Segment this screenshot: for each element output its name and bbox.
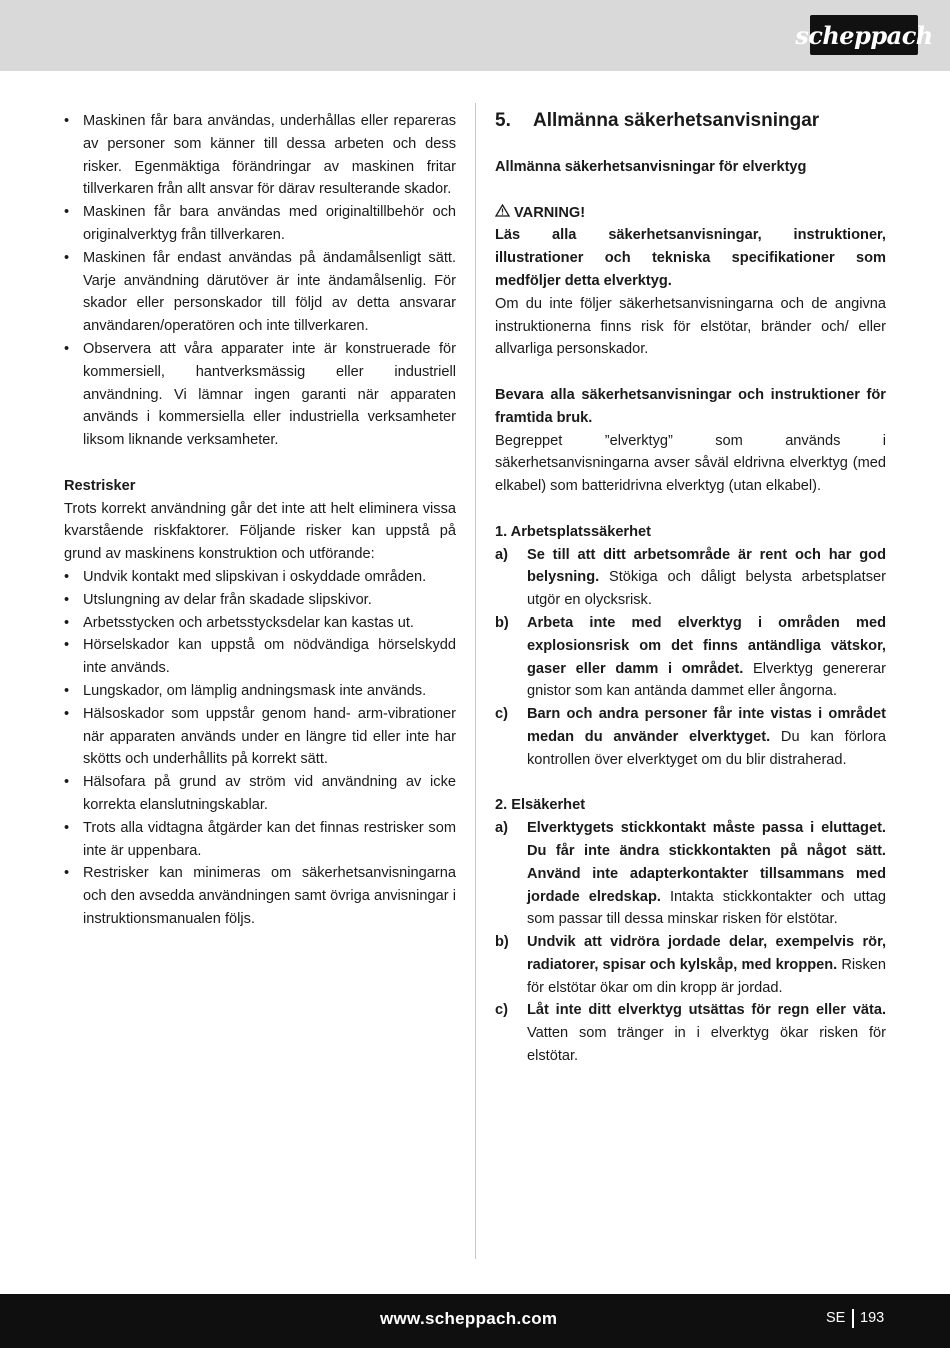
warning-label: VARNING! [514,204,586,221]
list-item: a) Elverktygets stickkontakt måste passa i eluttaget. Du får inte ändra stickkontakten på något sätt. Använd inte adapterkontakter tillsammans med jordade elredskap. Intakta stickkontakter och uttag som passar till dessa minskar risken för elstötar. [495,820,887,928]
column-divider [475,103,476,1259]
section-subtitle: Allmänna säkerhetsanvisningar för elverktyg [495,159,807,175]
website-link[interactable]: www.scheppach.com [380,1309,558,1328]
footer-separator [852,1309,854,1328]
list-item: • Arbetsstycken och arbetsstycksdelar kan kastas ut. [64,612,456,635]
usage-bullet-list [64,110,456,452]
list-item: • Observera att våra apparater inte är konstruerade för kommersiell, hantverksmässig eller industriell användning. Vi lämnar ingen garanti när apparaten används i kommersiella eller industriella verksamheter liksom liknande verksamheter. [64,338,456,452]
list-item: b) Undvik att vidröra jordade delar, exempelvis rör, radiatorer, spisar och kylskåp, med kroppen. Risken för elstötar ökar om din kropp är jordad. [495,934,886,996]
footer-bar [0,1294,950,1348]
page-number: 193 [860,1310,885,1326]
list-item: • Lungskador, om lämplig andningsmask inte används. [64,680,456,703]
list-item: b) Arbeta inte med elverktyg i områden med explosionsrisk om det finns antändliga vätskor, gaser eller damm i området. Elverktyg genererar gnistor som kan antända dammet eller ångorna. [495,614,886,700]
restrisker-intro: Trots korrekt användning går det inte att helt eliminera vissa kvarstående riskfaktorer. Följande risker kan uppstå på grund av maskinens konstruktion och utförande: [64,500,456,563]
keep-instructions-text: Begreppet ”elverktyg” som används i säkerhetsanvisningarna avser såväl eldrivna elverktyg (med elkabel) som batteridrivna elverktyg (utan elkabel). [495,432,886,495]
language-code: SE [826,1310,846,1326]
warning-triangle-icon [495,202,510,225]
list-item: • Hälsoskador som uppstår genom hand- arm-vibrationer när apparaten används under en längre tid eller inte har skötts och underhållits på korrekt sätt. [64,703,456,771]
list-item: • Utslungning av delar från skadade slipskivor. [64,589,456,612]
keep-instructions-bold: Bevara alla säkerhetsanvisningar och instruktioner för framtida bruk. [495,386,886,426]
workplace-safety-list [495,544,886,772]
restrisker-bullet-list [64,566,456,931]
left-column [64,110,456,931]
list-item: • Maskinen får endast användas på ändamålsenligt sätt. Varje användning därutöver är inte ändamålsenlig. För skador eller personskador till följd av detta ansvarar användaren/operatören och inte tillverkaren. [64,247,456,338]
list-item: c) Barn och andra personer får inte vistas i området medan du använder elverktyget. Du kan förlora kontrollen över elverktyget om du blir distraherad. [495,706,887,768]
section-number: 5. [495,110,511,131]
right-column [495,110,886,1068]
warning-bold-text: Läs alla säkerhetsanvisningar, instruktioner, illustrationer och tekniska specifikationer som medföljer detta elverktyg. [495,227,886,289]
scheppach-logo: scheppach [810,15,918,55]
list-item: • Maskinen får bara användas med originaltillbehör och originalverktyg från tillverkaren. [64,201,456,247]
warning-text: Om du inte följer säkerhetsanvisningarna och de angivna instruktionerna finns risk för elstötar, bränder och/ eller allvarliga personskador. [495,295,886,358]
workplace-safety-heading: 1. Arbetsplatssäkerhet [495,523,652,540]
list-item: • Undvik kontakt med slipskivan i oskyddade områden. [64,566,456,589]
list-item: a) Se till att ditt arbetsområde är rent och har god belysning. Stökiga och dåligt belysta arbetsplatser utgör en olycksrisk. [495,546,886,609]
electrical-safety-heading: 2. Elsäkerhet [495,797,586,814]
list-item: • Trots alla vidtagna åtgärder kan det finnas restrisker som inte är uppenbara. [64,817,456,863]
warning-heading [495,202,886,225]
list-item: • Hörselskador kan uppstå om nödvändiga hörselskydd inte används. [64,634,456,680]
list-item: c) Låt inte ditt elverktyg utsättas för regn eller väta. Vatten som tränger in i elverktyg ökar risken för elstötar. [495,1002,886,1065]
list-item: • Hälsofara på grund av ström vid användning av icke korrekta elanslutningskablar. [64,771,456,817]
list-item: • Restrisker kan minimeras om säkerhetsanvisningarna och den avsedda användningen samt övriga anvisningar i instruktionsmanualen följs. [64,862,456,930]
list-item: • Maskinen får bara användas, underhållas eller repareras av personer som känner till dessa arbeten och dess risker. Egenmäktiga förändringar av maskinen fritar tillverkaren från allt ansvar för därav resulterande skador. [64,110,456,201]
restrisker-heading: Restrisker [64,477,136,494]
section-title: Allmänna säkerhetsanvisningar [533,110,820,131]
section-heading [495,110,886,132]
header-bar [0,0,950,71]
electrical-safety-list [495,817,886,1068]
